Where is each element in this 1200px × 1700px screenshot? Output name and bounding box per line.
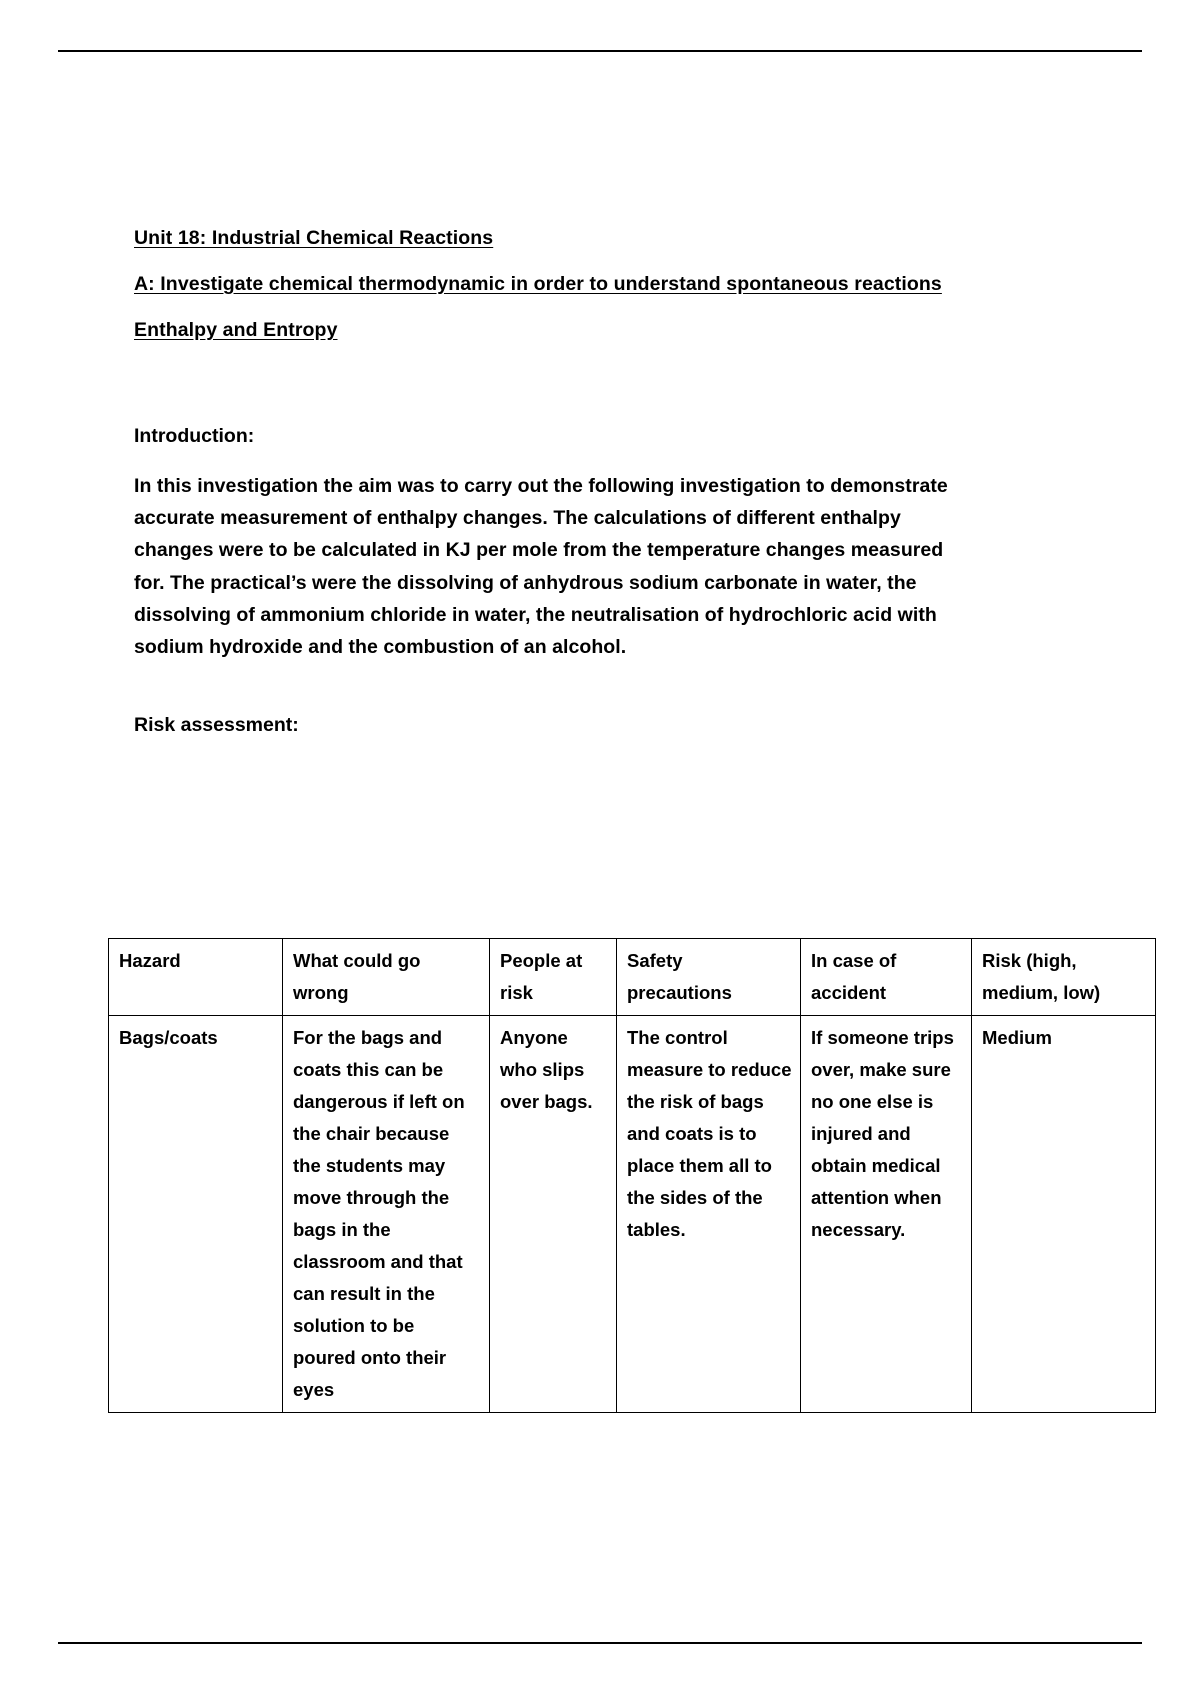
column-header-what-could-go-wrong: What could go wrong xyxy=(283,939,490,1016)
cell-in-case-of-accident: If someone trips over, make sure no one else is injured and obtain medical attention when necessary. xyxy=(801,1016,972,1413)
heading-unit-title: Unit 18: Industrial Chemical Reactions xyxy=(134,227,494,249)
cell-safety-precautions: The control measure to reduce the risk of bags and coats is to place them all to the sides of the tables. xyxy=(617,1016,801,1413)
header-rule xyxy=(58,50,1142,52)
heading-assignment-brief: A: Investigate chemical thermodynamic in order to understand spontaneous reactions xyxy=(134,273,942,295)
column-header-hazard: Hazard xyxy=(109,939,283,1016)
risk-table-head xyxy=(109,939,1156,1016)
cell-hazard: Bags/coats xyxy=(109,1016,283,1413)
column-header-people-at-risk: People at risk xyxy=(490,939,617,1016)
risk-table-body xyxy=(109,1016,1156,1413)
table-header-row xyxy=(109,939,1156,1016)
introduction-paragraph: In this investigation the aim was to carry out the following investigation to demonstrate accurate measurement of enthalpy changes. The calculations of different enthalpy changes were to be calculated in KJ per mole from the temperature changes measured for. The practical’s were the dissolving of anhydrous sodium carbonate in water, the dissolving of ammonium chloride in water, the neutralisation of hydrochloric acid with sodium hydroxide and the combustion of an alcohol. xyxy=(134,475,948,659)
column-header-in-case-of-accident: In case of accident xyxy=(801,939,972,1016)
footer-rule xyxy=(58,1642,1142,1644)
spacer-before-risk-assessment xyxy=(134,663,1084,709)
cell-people-at-risk: Anyone who slips over bags. xyxy=(490,1016,617,1413)
cell-risk-level: Medium xyxy=(972,1016,1156,1413)
column-header-risk-level: Risk (high, medium, low) xyxy=(972,939,1156,1016)
heading-topic: Enthalpy and Entropy xyxy=(134,319,338,341)
table-row xyxy=(109,1016,1156,1413)
document-content xyxy=(134,222,1084,759)
introduction-label: Introduction: xyxy=(134,425,255,447)
column-header-safety-precautions: Safety precautions xyxy=(617,939,801,1016)
cell-what-could-go-wrong: For the bags and coats this can be dangerous if left on the chair because the students may move through the bags in the classroom and that can result in the solution to be poured onto their eyes xyxy=(283,1016,490,1413)
risk-assessment-table xyxy=(108,938,1156,1413)
risk-assessment-label: Risk assessment: xyxy=(134,714,299,737)
spacer-after-headings xyxy=(134,360,1084,420)
